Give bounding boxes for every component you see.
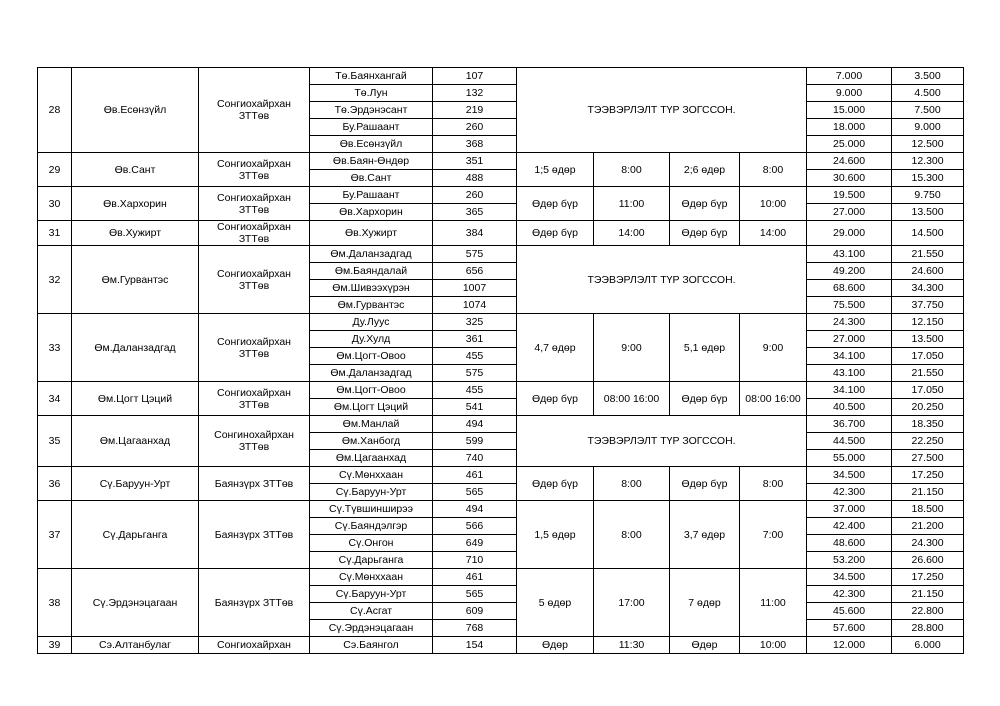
route-terminal: Сонгиохайрхан ЗТТөв <box>199 314 310 382</box>
stop-name: Өм.Баяндалай <box>310 263 433 280</box>
fare-adult: 19.500 <box>807 187 892 204</box>
stop-name: Сү.Баруун-Урт <box>310 586 433 603</box>
route-soum: Сү.Дарьганга <box>72 501 199 569</box>
suspended-notice: ТЭЭВЭРЛЭЛТ ТҮР ЗОГССОН. <box>517 246 807 314</box>
stop-name: Өм.Цагаанхад <box>310 450 433 467</box>
route-schedule-table <box>37 67 964 654</box>
fare-adult: 34.100 <box>807 348 892 365</box>
fare-adult: 27.000 <box>807 204 892 221</box>
stop-distance: 609 <box>433 603 517 620</box>
table-row <box>38 416 964 433</box>
stop-name: Өм.Цогт-Овоо <box>310 348 433 365</box>
route-soum: Сү.Эрдэнэцагаан <box>72 569 199 637</box>
route-soum: Өм.Гурвантэс <box>72 246 199 314</box>
stop-name: Өм.Даланзадгад <box>310 365 433 382</box>
fare-adult: 42.300 <box>807 586 892 603</box>
fare-adult: 12.000 <box>807 637 892 654</box>
route-soum: Өм.Даланзадгад <box>72 314 199 382</box>
stop-name: Ду.Хулд <box>310 331 433 348</box>
fare-adult: 34.500 <box>807 569 892 586</box>
stop-distance: 260 <box>433 187 517 204</box>
route-number: 39 <box>38 637 72 654</box>
fare-adult: 25.000 <box>807 136 892 153</box>
departure-time-return: 10:00 <box>740 637 807 654</box>
stop-name: Өв.Баян-Өндөр <box>310 153 433 170</box>
departure-days-return: 7 өдөр <box>670 569 740 637</box>
departure-days-out: Өдөр бүр <box>517 187 594 221</box>
departure-days-out: Өдөр бүр <box>517 382 594 416</box>
fare-child: 17.050 <box>892 382 964 399</box>
fare-adult: 9.000 <box>807 85 892 102</box>
stop-distance: 599 <box>433 433 517 450</box>
fare-child: 9.750 <box>892 187 964 204</box>
departure-time-return: 8:00 <box>740 467 807 501</box>
stop-distance: 461 <box>433 467 517 484</box>
route-terminal: Баянзүрх ЗТТөв <box>199 467 310 501</box>
departure-time-out: 8:00 <box>594 501 670 569</box>
fare-child: 9.000 <box>892 119 964 136</box>
fare-child: 27.500 <box>892 450 964 467</box>
route-terminal: Баянзүрх ЗТТөв <box>199 569 310 637</box>
fare-child: 26.600 <box>892 552 964 569</box>
route-terminal: Сонгиохайрхан <box>199 637 310 654</box>
stop-distance: 566 <box>433 518 517 535</box>
route-terminal: Сонгиохайрхан ЗТТөв <box>199 382 310 416</box>
table-row <box>38 501 964 518</box>
fare-adult: 55.000 <box>807 450 892 467</box>
stop-name: Сү.Мөнххаан <box>310 569 433 586</box>
fare-child: 34.300 <box>892 280 964 297</box>
stop-distance: 154 <box>433 637 517 654</box>
stop-distance: 1074 <box>433 297 517 314</box>
fare-child: 17.250 <box>892 467 964 484</box>
fare-adult: 48.600 <box>807 535 892 552</box>
route-soum: Өв.Есөнзүйл <box>72 68 199 153</box>
fare-adult: 57.600 <box>807 620 892 637</box>
fare-child: 28.800 <box>892 620 964 637</box>
fare-child: 14.500 <box>892 221 964 246</box>
fare-adult: 18.000 <box>807 119 892 136</box>
fare-child: 18.500 <box>892 501 964 518</box>
route-terminal: Сонгиохайрхан ЗТТөв <box>199 221 310 246</box>
departure-time-return: 11:00 <box>740 569 807 637</box>
stop-distance: 132 <box>433 85 517 102</box>
stop-distance: 575 <box>433 246 517 263</box>
departure-days-out: 1;5 өдөр <box>517 153 594 187</box>
suspended-notice: ТЭЭВЭРЛЭЛТ ТҮР ЗОГССОН. <box>517 68 807 153</box>
fare-child: 12.300 <box>892 153 964 170</box>
departure-time-return: 8:00 <box>740 153 807 187</box>
departure-days-return: Өдөр бүр <box>670 467 740 501</box>
route-number: 34 <box>38 382 72 416</box>
fare-child: 7.500 <box>892 102 964 119</box>
stop-name: Бу.Рашаант <box>310 187 433 204</box>
route-soum: Өв.Сант <box>72 153 199 187</box>
table-row <box>38 637 964 654</box>
stop-name: Ду.Луус <box>310 314 433 331</box>
fare-child: 12.500 <box>892 136 964 153</box>
route-soum: Өм.Цагаанхад <box>72 416 199 467</box>
stop-distance: 365 <box>433 204 517 221</box>
route-soum: Сү.Баруун-Урт <box>72 467 199 501</box>
stop-name: Сү.Асгат <box>310 603 433 620</box>
stop-distance: 351 <box>433 153 517 170</box>
stop-name: Өм.Манлай <box>310 416 433 433</box>
stop-name: Сэ.Баянгол <box>310 637 433 654</box>
stop-name: Сү.Түвшинширээ <box>310 501 433 518</box>
fare-adult: 44.500 <box>807 433 892 450</box>
departure-time-return: 7:00 <box>740 501 807 569</box>
departure-days-out: Өдөр бүр <box>517 221 594 246</box>
stop-distance: 541 <box>433 399 517 416</box>
fare-child: 4.500 <box>892 85 964 102</box>
route-terminal: Сонгиохайрхан ЗТТөв <box>199 246 310 314</box>
route-number: 31 <box>38 221 72 246</box>
departure-days-return: Өдөр бүр <box>670 187 740 221</box>
departure-days-return: 2;6 өдөр <box>670 153 740 187</box>
table-row <box>38 467 964 484</box>
fare-child: 21.550 <box>892 365 964 382</box>
fare-child: 24.600 <box>892 263 964 280</box>
departure-days-out: Өдөр бүр <box>517 467 594 501</box>
stop-name: Сү.Онгон <box>310 535 433 552</box>
fare-adult: 53.200 <box>807 552 892 569</box>
route-terminal: Сонгиохайрхан ЗТТөв <box>199 153 310 187</box>
departure-days-return: Өдөр бүр <box>670 382 740 416</box>
departure-days-out: 1,5 өдөр <box>517 501 594 569</box>
stop-name: Сү.Мөнххаан <box>310 467 433 484</box>
fare-adult: 29.000 <box>807 221 892 246</box>
departure-time-return: 08:00 16:00 <box>740 382 807 416</box>
fare-adult: 7.000 <box>807 68 892 85</box>
route-number: 28 <box>38 68 72 153</box>
fare-adult: 37.000 <box>807 501 892 518</box>
departure-time-return: 10:00 <box>740 187 807 221</box>
route-terminal: Баянзүрх ЗТТөв <box>199 501 310 569</box>
fare-child: 18.350 <box>892 416 964 433</box>
fare-adult: 43.100 <box>807 365 892 382</box>
stop-name: Өм.Ханбогд <box>310 433 433 450</box>
fare-adult: 24.300 <box>807 314 892 331</box>
stop-name: Сү.Дарьганга <box>310 552 433 569</box>
stop-distance: 494 <box>433 416 517 433</box>
stop-name: Өм.Цогт-Овоо <box>310 382 433 399</box>
departure-days-return: Өдөр <box>670 637 740 654</box>
fare-adult: 40.500 <box>807 399 892 416</box>
departure-time-out: 14:00 <box>594 221 670 246</box>
stop-name: Өв.Хужирт <box>310 221 433 246</box>
table-row <box>38 68 964 85</box>
route-terminal: Сонгинохайрхан ЗТТөв <box>199 416 310 467</box>
fare-adult: 34.100 <box>807 382 892 399</box>
stop-name: Сү.Эрдэнэцагаан <box>310 620 433 637</box>
stop-distance: 656 <box>433 263 517 280</box>
fare-child: 21.200 <box>892 518 964 535</box>
fare-child: 15.300 <box>892 170 964 187</box>
fare-adult: 36.700 <box>807 416 892 433</box>
stop-distance: 361 <box>433 331 517 348</box>
route-number: 30 <box>38 187 72 221</box>
stop-distance: 461 <box>433 569 517 586</box>
stop-name: Өм.Гурвантэс <box>310 297 433 314</box>
route-number: 38 <box>38 569 72 637</box>
stop-distance: 219 <box>433 102 517 119</box>
table-row <box>38 187 964 204</box>
departure-time-out: 8:00 <box>594 467 670 501</box>
stop-name: Сү.Баяндэлгэр <box>310 518 433 535</box>
stop-distance: 1007 <box>433 280 517 297</box>
route-soum: Өв.Хужирт <box>72 221 199 246</box>
route-number: 33 <box>38 314 72 382</box>
fare-child: 3.500 <box>892 68 964 85</box>
fare-child: 17.250 <box>892 569 964 586</box>
fare-child: 24.300 <box>892 535 964 552</box>
table-row <box>38 569 964 586</box>
route-terminal: Сонгиохайрхан ЗТТөв <box>199 187 310 221</box>
departure-time-out: 11:30 <box>594 637 670 654</box>
departure-days-out: 4,7 өдөр <box>517 314 594 382</box>
stop-distance: 455 <box>433 382 517 399</box>
fare-child: 21.550 <box>892 246 964 263</box>
stop-distance: 768 <box>433 620 517 637</box>
fare-adult: 34.500 <box>807 467 892 484</box>
departure-time-out: 9:00 <box>594 314 670 382</box>
stop-name: Өм.Шивээхүрэн <box>310 280 433 297</box>
stop-distance: 575 <box>433 365 517 382</box>
fare-child: 17.050 <box>892 348 964 365</box>
stop-distance: 649 <box>433 535 517 552</box>
stop-distance: 368 <box>433 136 517 153</box>
fare-child: 13.500 <box>892 331 964 348</box>
departure-time-out: 8:00 <box>594 153 670 187</box>
stop-distance: 384 <box>433 221 517 246</box>
departure-days-return: Өдөр бүр <box>670 221 740 246</box>
fare-adult: 43.100 <box>807 246 892 263</box>
stop-name: Өв.Хархорин <box>310 204 433 221</box>
departure-days-return: 3,7 өдөр <box>670 501 740 569</box>
fare-child: 6.000 <box>892 637 964 654</box>
route-soum: Өв.Хархорин <box>72 187 199 221</box>
route-terminal: Сонгиохайрхан ЗТТөв <box>199 68 310 153</box>
fare-adult: 68.600 <box>807 280 892 297</box>
fare-child: 22.800 <box>892 603 964 620</box>
suspended-notice: ТЭЭВЭРЛЭЛТ ТҮР ЗОГССОН. <box>517 416 807 467</box>
stop-name: Өм.Цогт Цэций <box>310 399 433 416</box>
fare-adult: 49.200 <box>807 263 892 280</box>
stop-distance: 565 <box>433 484 517 501</box>
fare-child: 22.250 <box>892 433 964 450</box>
route-number: 29 <box>38 153 72 187</box>
stop-name: Бу.Рашаант <box>310 119 433 136</box>
stop-name: Сү.Баруун-Урт <box>310 484 433 501</box>
table-row <box>38 382 964 399</box>
fare-adult: 30.600 <box>807 170 892 187</box>
route-number: 36 <box>38 467 72 501</box>
stop-name: Өв.Есөнзүйл <box>310 136 433 153</box>
departure-time-return: 9:00 <box>740 314 807 382</box>
stop-name: Тө.Баянхангай <box>310 68 433 85</box>
fare-child: 37.750 <box>892 297 964 314</box>
stop-name: Өв.Сант <box>310 170 433 187</box>
stop-distance: 494 <box>433 501 517 518</box>
stop-distance: 455 <box>433 348 517 365</box>
table-row <box>38 246 964 263</box>
route-soum: Өм.Цогт Цэций <box>72 382 199 416</box>
departure-days-out: 5 өдөр <box>517 569 594 637</box>
fare-adult: 42.400 <box>807 518 892 535</box>
route-number: 32 <box>38 246 72 314</box>
stop-distance: 488 <box>433 170 517 187</box>
departure-time-out: 08:00 16:00 <box>594 382 670 416</box>
stop-distance: 710 <box>433 552 517 569</box>
fare-child: 13.500 <box>892 204 964 221</box>
fare-adult: 15.000 <box>807 102 892 119</box>
table-row <box>38 153 964 170</box>
departure-days-out: Өдөр <box>517 637 594 654</box>
fare-child: 20.250 <box>892 399 964 416</box>
route-soum: Сэ.Алтанбулаг <box>72 637 199 654</box>
table-row <box>38 314 964 331</box>
route-number: 37 <box>38 501 72 569</box>
stop-name: Тө.Эрдэнэсант <box>310 102 433 119</box>
fare-adult: 27.000 <box>807 331 892 348</box>
fare-child: 12.150 <box>892 314 964 331</box>
fare-adult: 75.500 <box>807 297 892 314</box>
fare-adult: 45.600 <box>807 603 892 620</box>
stop-distance: 260 <box>433 119 517 136</box>
fare-adult: 24.600 <box>807 153 892 170</box>
fare-adult: 42.300 <box>807 484 892 501</box>
departure-time-out: 11:00 <box>594 187 670 221</box>
stop-name: Өм.Даланзадгад <box>310 246 433 263</box>
stop-distance: 107 <box>433 68 517 85</box>
departure-days-return: 5,1 өдөр <box>670 314 740 382</box>
stop-distance: 325 <box>433 314 517 331</box>
table-row <box>38 221 964 246</box>
stop-name: Тө.Лун <box>310 85 433 102</box>
stop-distance: 565 <box>433 586 517 603</box>
fare-child: 21.150 <box>892 586 964 603</box>
fare-child: 21.150 <box>892 484 964 501</box>
departure-time-out: 17:00 <box>594 569 670 637</box>
departure-time-return: 14:00 <box>740 221 807 246</box>
route-number: 35 <box>38 416 72 467</box>
stop-distance: 740 <box>433 450 517 467</box>
